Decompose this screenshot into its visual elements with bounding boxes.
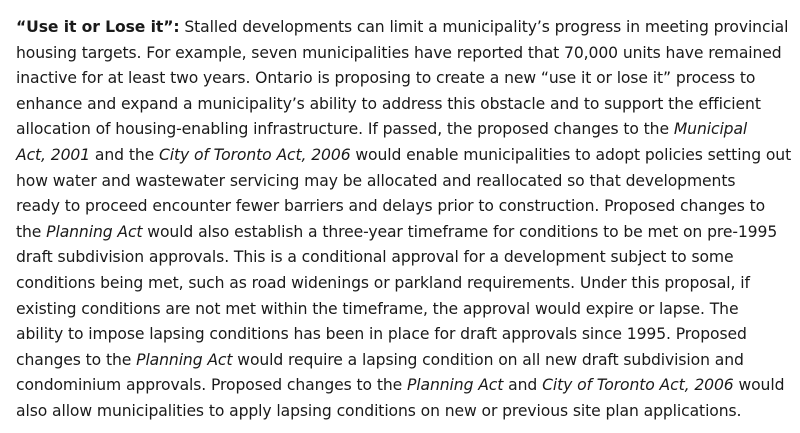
text-segment: would require a lapsing condition on all new draft subdivision and [232, 350, 744, 369]
text-line [16, 271, 784, 297]
text-segment: and [503, 376, 543, 395]
text-segment: conditions being met, such as road widenings or parkland requirements. Under this proposal, if [16, 273, 750, 292]
text-segment: would enable municipalities to adopt policies setting out [350, 145, 792, 164]
text-segment: would also establish a three-year timeframe for conditions to be met on pre-1995 [142, 222, 778, 241]
use-it-or-lose-it-paragraph [16, 15, 792, 425]
paragraph-heading: “Use it or Lose it”: [16, 18, 180, 36]
act-title: Municipal [673, 120, 748, 139]
text-line [16, 348, 784, 374]
act-title: City of Toronto Act, 2006 [542, 376, 734, 395]
text-segment: and the [90, 145, 159, 164]
text-line [16, 15, 789, 41]
text-segment: ability to impose lapsing conditions has been in place for draft approvals since 1995. Proposed [16, 325, 747, 344]
act-title: Planning Act [407, 376, 504, 395]
text-segment: would [733, 376, 785, 395]
text-line [16, 220, 784, 246]
text-line [16, 117, 784, 143]
text-segment: existing conditions are not met within the timeframe, the approval would expire or lapse. The [16, 299, 739, 318]
text-line [16, 143, 792, 169]
text-segment: housing targets. For example, seven municipalities have reported that 70,000 units have remained [16, 43, 782, 62]
act-title: City of Toronto Act, 2006 [158, 145, 351, 164]
text-segment: ready to proceed encounter fewer barriers and delays prior to construction. Proposed changes to [16, 197, 766, 216]
text-line [16, 297, 784, 323]
text-line [16, 399, 784, 425]
text-line [16, 92, 784, 118]
text-line [16, 41, 784, 67]
text-segment: changes to the [16, 350, 137, 369]
text-segment: enhance and expand a municipality’s ability to address this obstacle and to support the efficient [16, 94, 761, 113]
text-line [16, 322, 784, 348]
act-title: Act, 2001 [16, 145, 91, 164]
text-line [16, 373, 784, 399]
text-segment: condominium approvals. Proposed changes to the [16, 376, 407, 395]
text-line [16, 194, 784, 220]
text-segment: allocation of housing-enabling infrastructure. If passed, the proposed changes to the [16, 120, 674, 139]
text-segment: Stalled developments can limit a municipality’s progress in meeting provincial [179, 18, 789, 36]
text-segment: how water and wastewater servicing may be allocated and reallocated so that developments [16, 171, 736, 190]
text-line [16, 66, 784, 92]
text-segment: also allow municipalities to apply lapsing conditions on new or previous site plan applications. [16, 401, 742, 420]
text-segment: draft subdivision approvals. This is a conditional approval for a development subject to some [16, 248, 734, 267]
text-line [16, 169, 784, 195]
act-title: Planning Act [46, 222, 143, 241]
text-segment: the [16, 222, 47, 241]
text-line [16, 245, 784, 271]
act-title: Planning Act [136, 350, 233, 369]
text-segment: inactive for at least two years. Ontario is proposing to create a new “use it or lose it” process to [16, 69, 756, 88]
